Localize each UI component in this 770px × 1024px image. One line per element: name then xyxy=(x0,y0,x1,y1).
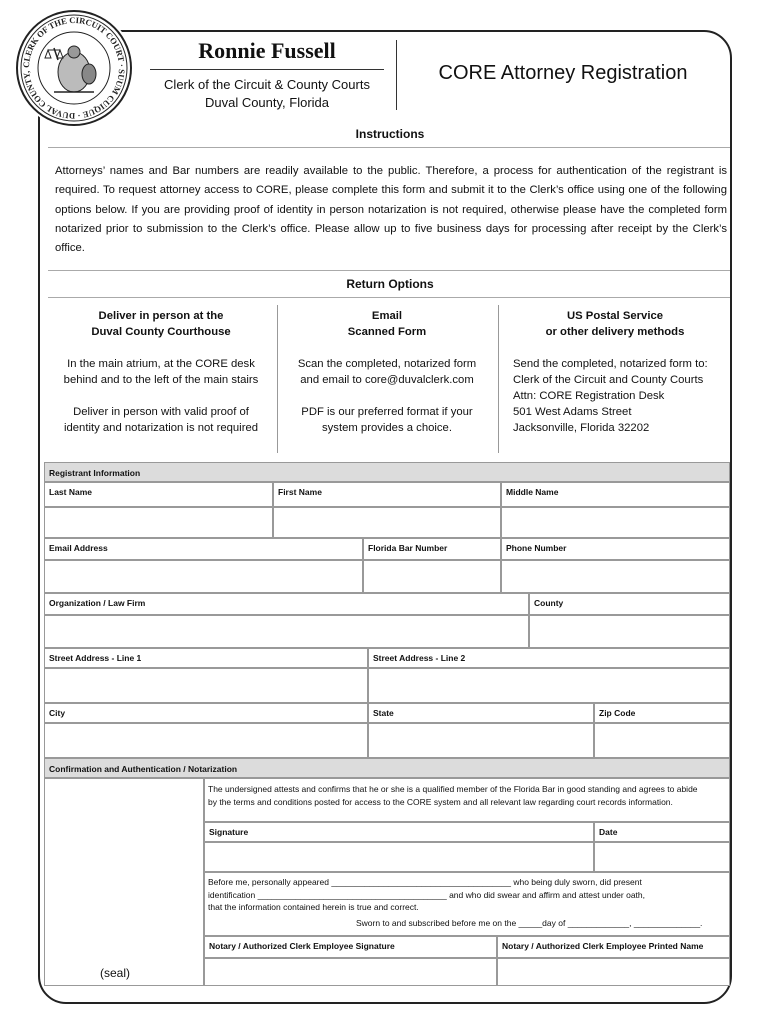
notary-signature-label: Notary / Authorized Clerk Employee Signature xyxy=(204,936,497,958)
city-field[interactable] xyxy=(44,723,368,758)
phone-field[interactable] xyxy=(501,560,730,593)
signature-field[interactable] xyxy=(204,842,594,872)
street2-label: Street Address - Line 2 xyxy=(368,648,730,668)
option-text: PDF is our preferred format if your xyxy=(301,406,473,418)
option-text: and email to core@duvalclerk.com xyxy=(300,374,474,386)
notary-seal-area xyxy=(44,778,204,986)
address-line: Send the completed, notarized form to: xyxy=(513,358,708,370)
option-title: Email xyxy=(371,310,403,322)
option-text: Scan the completed, notarized form xyxy=(297,358,477,370)
form-title: CORE Attorney Registration xyxy=(438,62,688,84)
zip-label: Zip Code xyxy=(594,703,730,723)
option-text: Deliver in person with valid proof of xyxy=(73,406,249,418)
divider xyxy=(48,297,730,298)
clerk-seal xyxy=(14,8,134,128)
attestation-line: The undersigned attests and confirms that he or she is a qualified member of the Florida Bar in good standing and agrees to abide xyxy=(208,784,698,794)
zip-field[interactable] xyxy=(594,723,730,758)
date-label: Date xyxy=(594,822,730,842)
middle-name-field[interactable] xyxy=(501,507,730,538)
address-line: Jacksonville, Florida 32202 xyxy=(513,422,650,434)
column-divider xyxy=(277,305,278,453)
option-title: US Postal Service xyxy=(566,310,664,322)
option-title: Duval County Courthouse xyxy=(91,326,231,338)
notary-line: that the information contained herein is true and correct. xyxy=(208,902,419,912)
state-label: State xyxy=(368,703,594,723)
address-line: Clerk of the Circuit and County Courts xyxy=(513,374,704,386)
option-in-person xyxy=(48,308,274,436)
first-name-field[interactable] xyxy=(273,507,501,538)
notary-line: identification ________________________________________ and who did swear and affirm and attest under oath, xyxy=(208,889,646,900)
first-name-label: First Name xyxy=(273,482,501,507)
notary-line: Before me, personally appeared ______________________________________ who being duly sworn, did present xyxy=(208,877,642,887)
option-text: behind and to the left of the main stairs xyxy=(63,374,259,386)
option-title: Scanned Form xyxy=(347,326,427,338)
option-title: Deliver in person at the xyxy=(98,310,224,322)
divider xyxy=(48,147,730,148)
address-line: 501 West Adams Street xyxy=(513,406,632,418)
middle-name-label: Middle Name xyxy=(501,482,730,507)
option-postal xyxy=(502,308,728,436)
street1-label: Street Address - Line 1 xyxy=(44,648,368,668)
email-label: Email Address xyxy=(44,538,363,560)
county-label: County xyxy=(529,593,730,615)
instructions-text: Attorneys’ names and Bar numbers are readily available to the public. Therefore, a process for authentication of the registrant is required. To request attorney access to CORE, please complete this form and submit it to the Clerk’s office using one of the following options below. If you are providing proof of identity in person notarization is not required, otherwise please have the completed form notarized prior to submission to the Clerk’s office. Please allow up to five business days for processing after receipt by the Clerk’s office. xyxy=(55,165,727,255)
notary-statement xyxy=(208,876,728,929)
clerk-office xyxy=(150,76,384,112)
registrant-section-header: Registrant Information xyxy=(44,462,730,482)
last-name-label: Last Name xyxy=(44,482,273,507)
option-text: In the main atrium, at the CORE desk xyxy=(67,358,255,370)
instructions-heading: Instructions xyxy=(355,127,425,141)
divider xyxy=(48,270,730,271)
signature-label: Signature xyxy=(204,822,594,842)
mailing-address xyxy=(502,356,728,436)
street1-field[interactable] xyxy=(44,668,368,703)
option-text: identity and notarization is not required xyxy=(63,422,259,434)
organization-field[interactable] xyxy=(44,615,529,648)
return-options-heading: Return Options xyxy=(346,277,434,291)
office-line-2: Duval County, Florida xyxy=(204,95,330,110)
confirmation-section-header: Confirmation and Authentication / Notarization xyxy=(44,758,730,778)
notary-printed-name-label: Notary / Authorized Clerk Employee Printed Name xyxy=(497,936,730,958)
column-divider xyxy=(498,305,499,453)
email-field[interactable] xyxy=(44,560,363,593)
notary-printed-name-field[interactable] xyxy=(497,958,730,986)
option-title: or other delivery methods xyxy=(545,326,685,338)
attestation-line: by the terms and conditions posted for access to the CORE system and all relevant law regarding court records information. xyxy=(208,796,673,807)
option-email xyxy=(280,308,494,436)
seal-label: (seal) xyxy=(100,966,131,980)
last-name-field[interactable] xyxy=(44,507,273,538)
phone-label: Phone Number xyxy=(501,538,730,560)
city-label: City xyxy=(44,703,368,723)
header-divider xyxy=(396,40,397,110)
address-line: Attn: CORE Registration Desk xyxy=(513,390,665,402)
seal-emblem-icon xyxy=(14,8,134,128)
state-field[interactable] xyxy=(368,723,594,758)
title-divider xyxy=(150,69,384,70)
street2-field[interactable] xyxy=(368,668,730,703)
option-text: system provides a choice. xyxy=(322,422,452,434)
bar-number-field[interactable] xyxy=(363,560,501,593)
county-field[interactable] xyxy=(529,615,730,648)
organization-label: Organization / Law Firm xyxy=(44,593,529,615)
notary-signature-field[interactable] xyxy=(204,958,497,986)
bar-number-label: Florida Bar Number xyxy=(363,538,501,560)
clerk-name: Ronnie Fussell xyxy=(198,38,336,63)
sworn-line: Sworn to and subscribed before me on the _____day of _____________, ______________. xyxy=(356,917,703,928)
attestation-text xyxy=(208,783,728,808)
date-field[interactable] xyxy=(594,842,730,872)
seal-ring-text: CLERK OF THE CIRCUIT COURT · SUUM CUIQUE · DUVAL COUNTY, xyxy=(20,14,128,122)
office-line-1: Clerk of the Circuit & County Courts xyxy=(164,77,370,92)
